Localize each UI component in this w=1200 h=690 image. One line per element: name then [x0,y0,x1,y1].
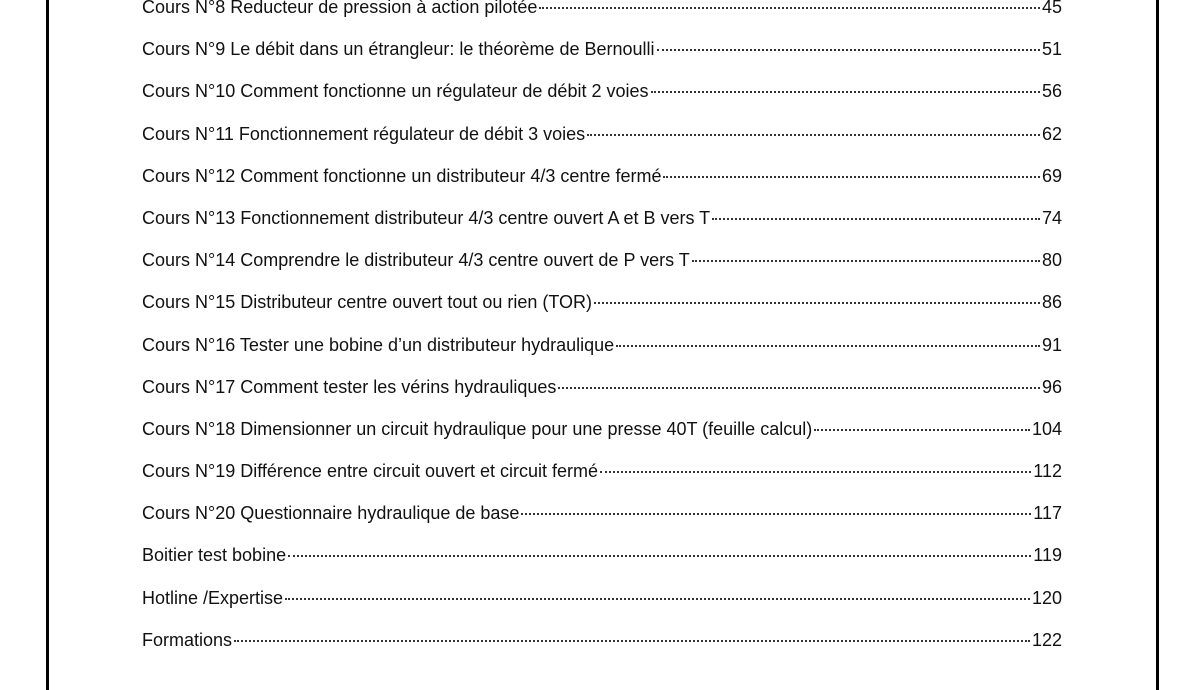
dot-leader [558,387,1040,389]
toc-entry-page: 91 [1041,334,1062,355]
dot-leader [587,134,1040,136]
toc-entry-page: 51 [1041,39,1062,60]
toc-entry[interactable] [142,542,1062,584]
toc-entry-title: Cours N°20 Questionnaire hydraulique de base [142,503,520,524]
toc-entry-page: 62 [1041,123,1062,144]
toc-entry-page: 122 [1031,629,1062,650]
toc-entry[interactable] [142,374,1062,416]
dot-leader [651,91,1040,93]
toc-entry[interactable] [142,0,1062,36]
toc-entry-title: Cours N°13 Fonctionnement distributeur 4/3 centre ouvert A et B vers T [142,207,711,228]
toc-entry-page: 56 [1041,81,1062,102]
toc-entry-page: 112 [1033,461,1062,482]
toc-entry[interactable] [142,163,1062,205]
toc-entry[interactable] [142,121,1062,163]
toc-entry-title: Formations [142,629,233,650]
toc-entry-title: Cours N°17 Comment tester les vérins hydrauliques [142,376,557,397]
toc-entry-page: 117 [1033,503,1062,524]
toc-entry-title: Cours N°15 Distributeur centre ouvert tout ou rien (TOR) [142,292,593,313]
toc-entry-title: Hotline /Expertise [142,587,284,608]
toc-entry[interactable] [142,500,1062,542]
toc-entry-title: Cours N°14 Comprendre le distributeur 4/3 centre ouvert de P vers T [142,250,690,271]
dot-leader [539,7,1040,9]
toc-entry-page: 80 [1041,250,1062,271]
toc-entry-page: 45 [1041,0,1062,17]
dot-leader [234,640,1030,642]
toc-entry[interactable] [142,585,1062,627]
toc-entry-title: Cours N°9 Le débit dans un étrangleur: le théorème de Bernoulli [142,39,655,60]
dot-leader [692,260,1040,262]
toc-entry-title: Cours N°11 Fonctionnement régulateur de débit 3 voies [142,123,586,144]
toc-entry-title: Boitier test bobine [142,545,287,566]
toc-entry-page: 69 [1041,165,1062,186]
dot-leader [657,49,1040,51]
toc-entry[interactable] [142,332,1062,374]
toc-entry-page: 96 [1041,376,1062,397]
toc-entry[interactable] [142,289,1062,331]
dot-leader [600,471,1031,473]
toc-entry-title: Cours N°16 Tester une bobine d’un distributeur hydraulique [142,334,615,355]
toc-entry-title: Cours N°8 Reducteur de pression à action pilotée [142,0,538,17]
dot-leader [594,302,1040,304]
toc-entry[interactable] [142,247,1062,289]
dot-leader [616,345,1040,347]
dot-leader [285,598,1030,600]
toc-entry[interactable] [142,416,1062,458]
dot-leader [712,218,1040,220]
toc-entry-page: 119 [1033,545,1062,566]
dot-leader [663,176,1040,178]
toc-entry-page: 86 [1041,292,1062,313]
toc-entry-page: 74 [1041,207,1062,228]
toc-entry-title: Cours N°10 Comment fonctionne un régulateur de débit 2 voies [142,81,649,102]
toc-entry-page: 120 [1031,587,1062,608]
dot-leader [288,555,1031,557]
toc-entry[interactable] [142,627,1062,669]
toc-entry-title: Cours N°19 Différence entre circuit ouvert et circuit fermé [142,461,599,482]
toc-entry-title: Cours N°12 Comment fonctionne un distributeur 4/3 centre fermé [142,165,662,186]
toc-entry[interactable] [142,205,1062,247]
table-of-contents [142,0,1062,669]
toc-entry[interactable] [142,36,1062,78]
toc-entry-page: 104 [1031,418,1062,439]
toc-entry-title: Cours N°18 Dimensionner un circuit hydraulique pour une presse 40T (feuille calcul) [142,418,813,439]
dot-leader [814,429,1030,431]
dot-leader [521,513,1031,515]
toc-entry[interactable] [142,458,1062,500]
toc-entry[interactable] [142,78,1062,120]
